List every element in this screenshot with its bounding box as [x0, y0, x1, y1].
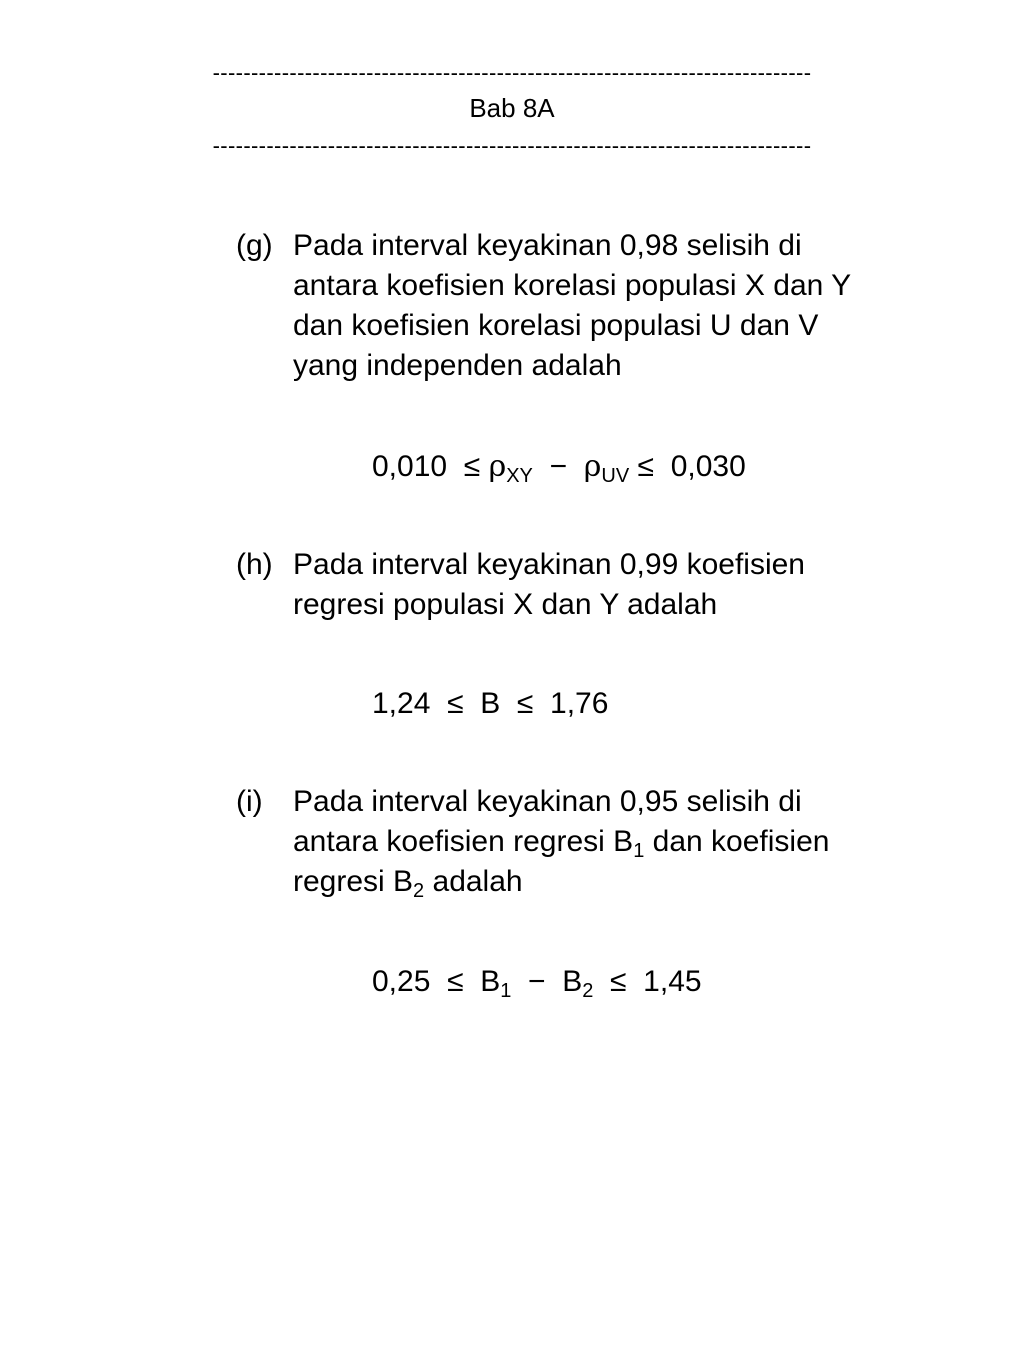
item-i-line2-end: dan koefisien [644, 825, 830, 858]
item-g-text [293, 226, 943, 386]
formula-h-upper: 1,76 [550, 687, 609, 720]
formula-g-sub-xy: XY [506, 465, 533, 487]
formula-g-le1: ≤ [463, 450, 481, 483]
item-i [236, 782, 943, 902]
item-g-line: dan koefisien korelasi populasi U dan V [293, 309, 819, 342]
formula-g-le2: ≤ [637, 450, 655, 483]
formula-g-minus: − [549, 450, 568, 483]
item-h-line: Pada interval keyakinan 0,99 koefisien [293, 548, 805, 581]
item-h-text [293, 545, 943, 625]
formula-i-le1: ≤ [447, 965, 464, 998]
item-i-line3-end: adalah [424, 865, 523, 898]
formula-g-rho-xy: ρ [488, 449, 507, 484]
formula-i [372, 962, 702, 1002]
item-i-line [293, 822, 943, 862]
formula-i-var1: B [480, 965, 501, 998]
item-i-line2-sub: 1 [633, 840, 645, 862]
formula-i-le2: ≤ [610, 965, 627, 998]
formula-g [372, 447, 746, 487]
formula-h-var: B [480, 687, 501, 720]
formula-g-rho-uv: ρ [583, 449, 602, 484]
item-g-line: yang independen adalah [293, 349, 622, 382]
formula-i-sub2: 2 [582, 980, 594, 1002]
formula-g-sub-uv: UV [601, 465, 630, 487]
formula-i-var2: B [562, 965, 583, 998]
formula-i-upper: 1,45 [643, 965, 702, 998]
item-i-marker: (i) [236, 785, 263, 818]
header-rule-top: ------------------------------------------------------------------------------ [212, 60, 812, 85]
formula-g-upper: 0,030 [670, 450, 746, 483]
formula-h-le2: ≤ [516, 687, 534, 720]
item-i-line3-start: regresi B [293, 865, 414, 898]
item-h [236, 545, 943, 625]
header-rule-bottom: ------------------------------------------------------------------------------ [212, 133, 812, 158]
item-g-line: antara koefisien korelasi populasi X dan Y [293, 269, 852, 302]
item-h-line: regresi populasi X dan Y adalah [293, 588, 718, 621]
item-g [236, 226, 943, 386]
formula-g-lower: 0,010 [372, 450, 448, 483]
formula-h-le1: ≤ [447, 687, 464, 720]
formula-i-minus: − [528, 965, 546, 998]
item-g-marker: (g) [236, 229, 273, 262]
formula-i-sub1: 1 [500, 980, 512, 1002]
item-i-line3-sub: 2 [413, 880, 425, 902]
formula-i-lower: 0,25 [372, 965, 431, 998]
item-i-line [293, 862, 943, 902]
formula-h-lower: 1,24 [372, 687, 431, 720]
formula-h [372, 684, 608, 724]
item-i-text [293, 782, 943, 902]
page-title: Bab 8A [469, 93, 555, 123]
item-i-line2-start: antara koefisien regresi B [293, 825, 634, 858]
item-g-line: Pada interval keyakinan 0,98 selisih di [293, 229, 802, 262]
item-i-line: Pada interval keyakinan 0,95 selisih di [293, 785, 802, 818]
item-h-marker: (h) [236, 548, 273, 581]
